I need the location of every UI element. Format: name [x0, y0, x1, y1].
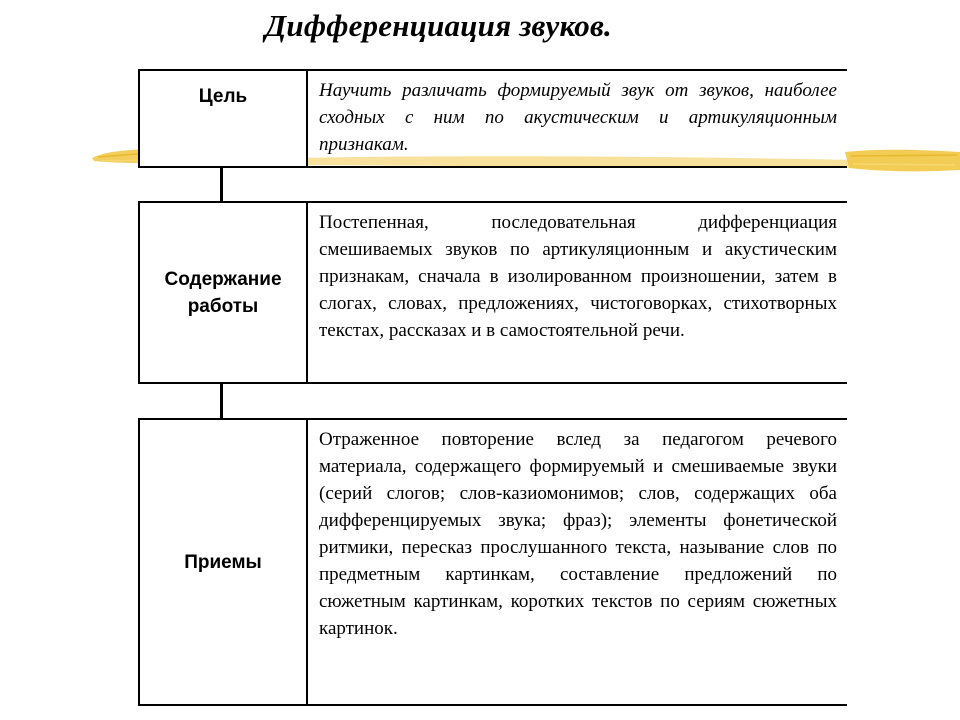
row-1-text: Научить различать формируемый звук от звуков, наиболее сходных с ним по акустическим и артикуляционным признакам.	[319, 80, 837, 155]
row-3-label: Приемы	[184, 551, 262, 573]
row-1-label: Цель	[198, 86, 248, 107]
page-title: Дифференциация звуков.	[265, 8, 612, 43]
row-1-content	[307, 69, 847, 168]
row-2-label: Содержание работы	[164, 268, 282, 317]
row-3-label-box	[138, 418, 308, 706]
row-2-label-box	[138, 201, 308, 384]
row-3-text: Отраженное повторение вслед за педагогом речевого материала, содержащего формируемый и смешиваемые звуки (серий слогов; слов-казиомонимов; слов, содержащих оба дифференцируемых звука; фраз); элементы фонетической ритмики, пересказ прослушанного текста, называние слов по предметным картинкам, составление предложений по сюжетным картинкам, коротких текстов по сериям сюжетных картинок.	[319, 429, 837, 639]
connector-1	[220, 168, 223, 201]
brush-stroke-right	[845, 146, 960, 176]
row-1-label-box	[138, 69, 308, 168]
row-3-content	[307, 418, 847, 706]
connector-2	[220, 384, 223, 418]
row-2-text: Постепенная, последовательная дифференциация смешиваемых звуков по артикуляционным и акустическим признакам, сначала в изолированном произношении, затем в слогах, словах, предложениях, чистоговорках, стихотворных текстах, рассказах и в самостоятельной речи.	[319, 212, 837, 341]
row-2-content	[307, 201, 847, 384]
